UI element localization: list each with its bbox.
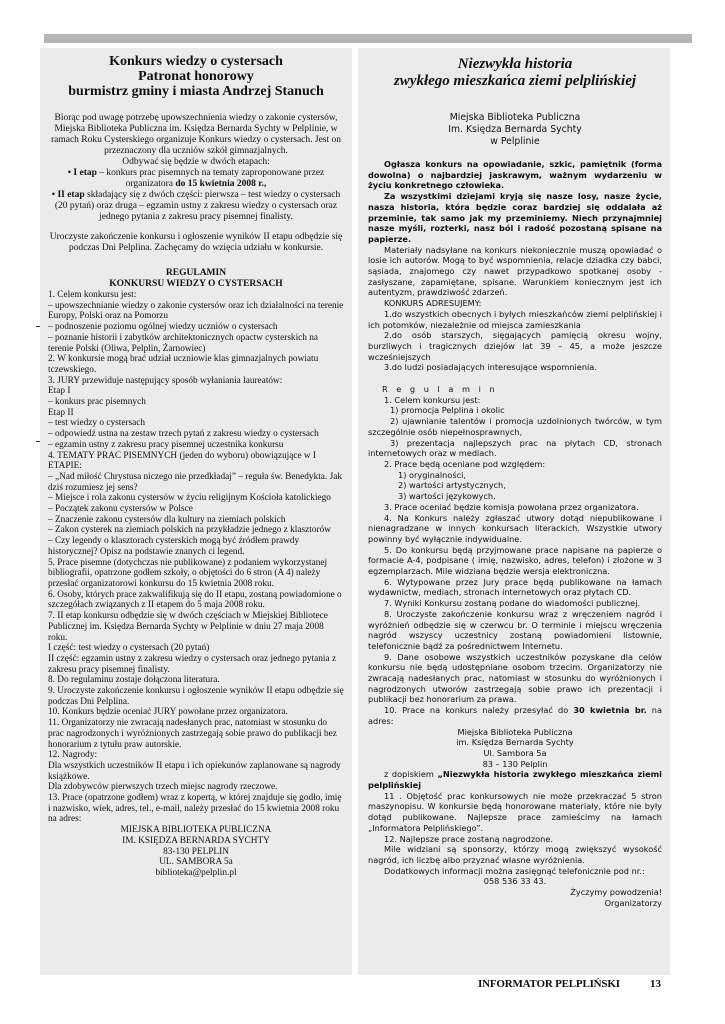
rule-10-suffix: na adres:	[368, 705, 662, 726]
right-title-line: zwykłego mieszkańca ziemi pelplińskiej	[393, 73, 637, 89]
criteria-item: 2) wartości artystycznych,	[398, 480, 506, 491]
regulation-line: 2. W konkursie mogą brać udział uczniowie klas gimnazjalnych powiatu tczewskiego.	[48, 354, 319, 375]
address-line: Miejska Biblioteka Publiczna	[457, 726, 573, 737]
intro-stages-lead: Odbywać się będzie w dwóch etapach:	[122, 157, 270, 167]
regulation-line: – „Nad miłość Chrystusa niczego nie przedkładaj” – reguła św. Benedykta. Jak dziś rozumiesz jej sens?	[48, 471, 342, 493]
regulation-line: – Czy legendy o klasztorach cysterskich mogą być źródłem prawdy historycznej? Opisz na podstawie znanych ci legend.	[48, 536, 300, 557]
left-title-line: Konkurs wiedzy o cystersach	[109, 54, 283, 69]
phone-number: 058 536 33 43.	[483, 876, 547, 887]
regulation-line: – egzamin ustny z zakresu pracy pisemnej uczestnika konkursu	[48, 439, 284, 450]
closing-wish: Życzymy powodzenia!	[570, 887, 662, 898]
rule-item: 5. Do konkursu będą przyjmowane prace napisane na papierze o formacie A-4, podpisane ( imię, nazwisko, adres, telefon) i złożone w 3 egzemplarzach. Mile widziana będzie wersja elektroniczna.	[368, 544, 662, 577]
address-line: im. Księdza Bernarda Sychty	[456, 737, 574, 748]
address-line: MIEJSKA BIBLIOTEKA PUBLICZNA	[120, 825, 272, 836]
stage-2	[48, 190, 344, 223]
stage-1-date: do 15 kwietnia 2008 r.,	[175, 179, 267, 189]
stage-1-label: • I etap	[67, 168, 97, 178]
regulation-line: – Miejsce i rola zakonu cystersów w życiu religijnym Kościoła katolickiego	[48, 493, 331, 504]
rule-item: 7. Wyniki Konkursu zostaną podane do wiadomości publicznej.	[384, 598, 641, 609]
sponsors-note: Mile widziani są sponsorzy, którzy mogą zwiększyć wysokość nagród, ich liczbę albo przyznać własne wyróżnienia.	[368, 844, 662, 865]
right-article	[358, 48, 670, 975]
address-line: biblioteka@pelplin.pl	[155, 867, 237, 878]
regulation-line: Dla zdobywców pierwszych trzech miejsc nagrody rzeczowe.	[48, 782, 278, 793]
reg-title-line: KONKURSU WIEDZY O CYSTERSACH	[109, 278, 283, 289]
regulation-line: Etap I	[48, 386, 71, 397]
motto: Za wszystkimi dziejami kryją się nasze losy, nasze życie, nasza historia, która będzie coraz bardziej się oddalała aż przeminie, tak samo jak my przeminiemy. Niech przynajmniej nasze myśli, rozterki, nasz ból i radość pozostaną spisane na papierze.	[368, 191, 662, 244]
address-line: UL. SAMBORA 5a	[159, 857, 233, 868]
regulation-line: 7. II etap konkursu odbędzie się w dwóch częściach w Miejskiej Bibliotece Publicznej im. Księdza Bernarda Sychty w Pelplinie w dniu 27 maja 2008 roku.	[48, 611, 328, 643]
rule-item: 11 . Objętość prac konkursowych nie może przekraczać 5 stron maszynopisu. W konkursie będą honorowane materiały, które nie były dotąd publikowane. Najlepsze prace zamieścimy na łamach „Informatora Pelplińskiego”.	[368, 790, 662, 833]
top-rule	[44, 34, 692, 43]
regulation-title: R e g u l a m i n	[382, 384, 498, 395]
regulation-line: Etap II	[48, 407, 74, 418]
regulation-line: 1. Celem konkursu jest:	[48, 290, 137, 300]
stage-1-text: – konkurs prac pisemnych na tematy zaproponowane przez organizatora	[96, 168, 325, 189]
rule-item: 12. Najlepsze prace zostaną nagrodzone.	[384, 833, 554, 844]
recipient-item: 3.do ludzi posiadających interesujące wspomnienia.	[384, 362, 597, 373]
recipients-title: KONKURS ADRESUJEMY:	[384, 298, 482, 309]
note-prefix: z dopiskiem	[384, 769, 438, 780]
goal-item: 3) prezentacja najlepszych prac na płytach CD, stronach internetowych oraz w mediach.	[368, 437, 662, 459]
regulation-line: 5. Prace pisemne (dotychczas nie publikowane) z podaniem wykorzystanej bibliografii, opatrzone godłem szkoły, o objętości do 6 stron (A 4) należy przesłać organizatorowi konkursu do 15 kwietnia 2008 roku.	[48, 557, 328, 589]
regulation-line: – upowszechnianie wiedzy o zakonie cystersów oraz ich działalności na terenie Europy, Polski oraz na Pomorzu	[48, 300, 344, 322]
publication-name: INFORMATOR PELPLIŃSKI	[478, 978, 620, 990]
address-note	[368, 769, 662, 790]
address-line: 83 – 130 Pelplin	[482, 758, 548, 769]
left-article	[40, 48, 352, 975]
regulation-line: – poznanie historii i zabytków architektonicznych opactw cysterskich na terenie Polski (Oliwa, Pelplin, Żarnowiec)	[48, 332, 319, 354]
regulation-line: II część: egzamin ustny z zakresu wiedzy o cystersach oraz jednego pytania z zakresu pracy pisemnej finalisty.	[48, 653, 337, 675]
goal-title: 1. Celem konkursu jest:	[384, 394, 481, 405]
address-line: IM. KSIĘDZA BERNARDA SYCHTY	[122, 835, 270, 846]
regulation-line: 4. TEMATY PRAC PISEMNYCH (jeden do wyboru) obowiązujące w I ETAPIE:	[48, 450, 317, 472]
left-title	[48, 54, 344, 99]
organizer-block	[368, 112, 662, 148]
note-title: „Niezwykła historia zwykłego mieszkańca ziemi pelplińskiej	[368, 769, 662, 791]
regulation-line: – odpowiedź ustna na zestaw trzech pytań z zakresu wiedzy o cystersach	[48, 429, 319, 440]
regulation-line: 11. Organizatorzy nie zwracają nadesłanych prac, natomiast w stosunku do prac nagrodzonych i wyróżnionych zastrzegają sobie prawo do publikacji bez honorarium z tytułu praw autorskie.	[48, 718, 337, 750]
organizer-line: Miejska Biblioteka Publiczna	[449, 112, 581, 123]
criteria-title: 2. Prace będą oceniane pod względem:	[384, 458, 546, 469]
stage-1	[48, 168, 344, 190]
regulation-line: 12. Nagrody:	[48, 750, 98, 761]
regulation-line: – podnoszenie poziomu ogólnej wiedzy uczniów o cystersach	[48, 322, 278, 333]
regulation-line: I część: test wiedzy o cystersach (20 pytań)	[48, 643, 210, 654]
materials-paragraph: Materiały nadsyłane na konkurs niekoniecznie muszą opowiadać o losie ich autorów. Mogą to być wspomnienia, relacje dziadka czy babci, sąsiada, znajomego czy nawet przypadkowo spotkanej osoby - zasłyszane, zapamiętane, spisane. Warunkiem koniecznym jest ich autentyzm, prawdziwość zdarzeń.	[368, 244, 662, 298]
signature: Organizatorzy	[604, 897, 662, 908]
rule-10-date: 30 kwietnia br.	[573, 705, 647, 716]
regulation-line: – Zakon cysterek na ziemiach polskich na przykładzie jednego z klasztorów	[48, 525, 331, 536]
left-title-line: burmistrz gminy i miasta Andrzej Stanuch	[68, 84, 324, 99]
page-number: 13	[650, 978, 661, 990]
regulation-line: 6. Osoby, których prace zakwalifikują się do II etapu, zostaną powiadomione o szczegółach związanych z II etapem do 5 maja 2008 roku.	[48, 589, 342, 611]
recipient-item: 1.do wszystkich obecnych i byłych mieszkańców ziemi pelplińskiej i ich potomków, niezależnie od miejsca zamieszkania	[368, 308, 662, 330]
regulation-line: – Początek zakonu cystersów w Polsce	[48, 504, 193, 515]
rule-item: 8. Uroczyste zakończenie konkursu wraz z wręczeniem nagród i wyróżnień odbędzie się w czerwcu br. O terminie i miejscu wręczenia nagród wszyscy uczestnicy zostaną powiadomieni listownie, telefonicznie bądź za pośrednictwem Internetu.	[368, 608, 662, 651]
left-regulation-title	[48, 268, 344, 289]
contact-note: Dodatkowych informacji można zasięgnąć telefonicznie pod nr.:	[384, 865, 645, 876]
left-regulation	[48, 290, 344, 879]
goal-item: 1) promocja Pelplina i okolic	[390, 405, 505, 416]
address-line: 83-130 PELPLIN	[163, 846, 229, 857]
rule-item: 4. Na Konkurs należy zgłaszać utwory dotąd niepublikowane i nienagradzane w innych konkursach literackich. Wszystkie utwory powinny być wyłącznie indywidualne.	[368, 512, 662, 544]
left-title-line: Patronat honorowy	[138, 69, 254, 84]
regulation-line: 9. Uroczyste zakończenie konkursu i ogłoszenie wyników II etapu odbędzie się podczas Dni Pelplina.	[48, 686, 344, 707]
left-intro	[48, 113, 344, 254]
reg-title-line: REGULAMIN	[165, 268, 227, 278]
announcement: Ogłasza konkurs na opowiadanie, szkic, pamiętnik (forma dowolna) o najbardziej jaskrawym, ważnym wydarzeniu w życiu konkretnego człowieka.	[368, 159, 662, 191]
criteria-item: 1) oryginalności,	[398, 469, 467, 480]
rule-10-text: 10. Prace na konkurs należy przesyłać do	[384, 705, 574, 716]
regulation-line: 8. Do regulaminu zostaje dołączona literatura.	[48, 675, 220, 686]
intro-closing: Uroczyste zakończenie konkursu i ogłoszenie wyników II etapu odbędzie się podczas Dni Pelplina. Zachęcamy do wzięcia udziału w konkursie.	[49, 232, 343, 253]
organizer-line: w Pelplinie	[490, 136, 540, 147]
rule-10	[368, 705, 662, 726]
stage-2-label: • II etap	[51, 190, 85, 200]
regulation-line: Dla wszystkich uczestników II etapu i ich opiekunów zaplanowane są nagrody książkowe.	[48, 760, 341, 782]
regulation-line: – Znaczenie zakonu cystersów dla kultury na ziemiach polskich	[48, 514, 286, 525]
right-title-line: Niezwykła historia	[457, 56, 573, 72]
recipient-item: 2.do osób starszych, sięgających pamięcią okresu wojny, burzliwych i tragicznych dziejów lat 39 – 45, a może jeszcze wcześniejszych	[368, 330, 662, 362]
rule-item: 9. Dane osobowe wszystkich uczestników pozyskane dla celów konkursu nie będą udostępniane osobom trzecim. Organizatorzy nie zwracają nadesłanych prac, natomiast w stosunku do wyróżnionych i nagrodzonych utworów zastrzegają sobie prawo ich prezentacji i publikacji bez honorarium za prawa.	[368, 651, 662, 705]
regulation-line: 10. Konkurs będzie oceniać JURY powołane przez organizatora.	[48, 707, 288, 718]
right-title	[368, 56, 662, 90]
regulation-line: – konkurs prac pisemnych	[48, 397, 146, 408]
goal-item: 2) ujawnianie talentów i promocja uzdolnionych twórców, w tym szczególnie osób niepełnosprawnych,	[368, 416, 662, 437]
criteria-item: 3) wartości językowych.	[398, 491, 496, 502]
rule-item: 6. Wytypowane przez Jury prace będą publikowane na łamach wydawnictw, mediach, stronach internetowych oraz płytach CD.	[368, 576, 662, 598]
organizer-line: Im. Księdza Bernarda Sychty	[448, 124, 582, 135]
right-body	[368, 159, 662, 909]
rule-item: 3. Prace oceniać będzie komisja powołana przez organizatora.	[384, 501, 639, 512]
intro-paragraph: Biorąc pod uwagę potrzebę upowszechnienia wiedzy o zakonie cystersów, Miejska Biblioteka Publiczna im. Księdza Bernarda Sychty w Pelplinie, w ramach Roku Cysterskiego organizuje Konkurs wiedzy o cystersach. Jest on przeznaczony dla uczniów szkół gimnazjalnych.	[50, 113, 342, 156]
address-line: Ul. Sambora 5a	[483, 747, 547, 758]
regulation-line: – test wiedzy o cystersach	[48, 418, 146, 429]
regulation-line: 3. JURY przewiduje następujący sposób wyłaniania laureatów:	[48, 375, 283, 386]
regulation-line: 13. Prace (opatrzone godłem) wraz z kopertą, w której znajduje się godło, imię i nazwisko, wiek, adres, tel., e-mail, należy przesłać do 15 kwietnia 2008 roku na adres:	[48, 793, 342, 825]
stage-2-text: składający się z dwóch części: pierwsza – test wiedzy o cystersach (20 pytań) oraz druga – egzamin ustny z zakresu wiedzy o cystersach oraz jednego pytania z zakresu pracy pisemnej finalisty.	[54, 190, 341, 222]
